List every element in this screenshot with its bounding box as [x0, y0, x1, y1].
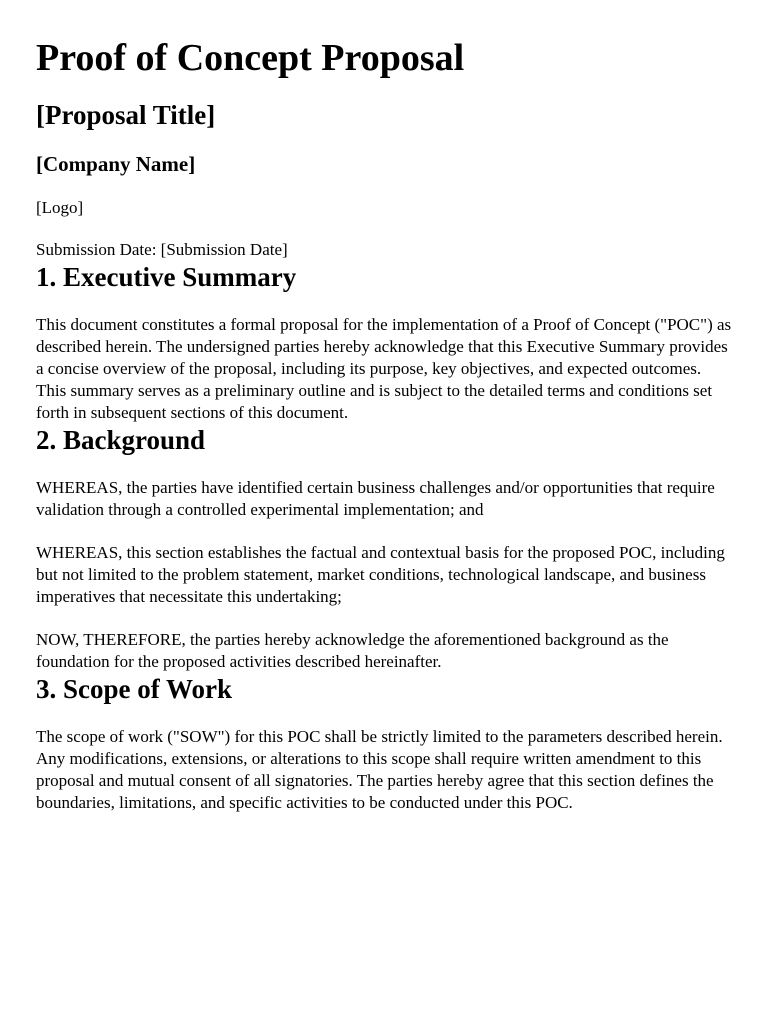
- section-heading-background: 2. Background: [36, 425, 206, 455]
- background-paragraph-1: WHEREAS, the parties have identified certain business challenges and/or opportunities that require validation through a controlled experimental implementation; and: [36, 478, 715, 519]
- section-heading-scope-of-work: 3. Scope of Work: [36, 674, 233, 704]
- document-title: Proof of Concept Proposal: [36, 37, 465, 79]
- scope-of-work-paragraph: The scope of work ("SOW") for this POC shall be strictly limited to the parameters described herein. Any modifications, extensions, or alterations to this scope shall require written amendment to this proposal and mutual consent of all signatories. The parties hereby agree that this section defines the boundaries, limitations, and specific activities to be conducted under this POC.: [36, 727, 723, 812]
- background-paragraph-3: NOW, THEREFORE, the parties hereby acknowledge the aforementioned background as the foundation for the proposed activities described hereinafter.: [36, 630, 669, 671]
- proposal-title: [Proposal Title]: [36, 100, 216, 130]
- section-heading-executive-summary: 1. Executive Summary: [36, 262, 297, 292]
- background-paragraph-2: WHEREAS, this section establishes the factual and contextual basis for the proposed POC, including but not limited to the problem statement, market conditions, technological landscape, and business imperatives that necessitate this undertaking;: [36, 543, 725, 606]
- executive-summary-paragraph: This document constitutes a formal proposal for the implementation of a Proof of Concept ("POC") as described herein. The undersigned parties hereby acknowledge that this Executive Summary provides a concise overview of the proposal, including its purpose, key objectives, and expected outcomes. This summary serves as a preliminary outline and is subject to the detailed terms and conditions set forth in subsequent sections of this document.: [36, 315, 732, 422]
- submission-date: Submission Date: [Submission Date]: [36, 240, 288, 259]
- logo-placeholder: [Logo]: [36, 198, 84, 217]
- company-name: [Company Name]: [36, 152, 196, 176]
